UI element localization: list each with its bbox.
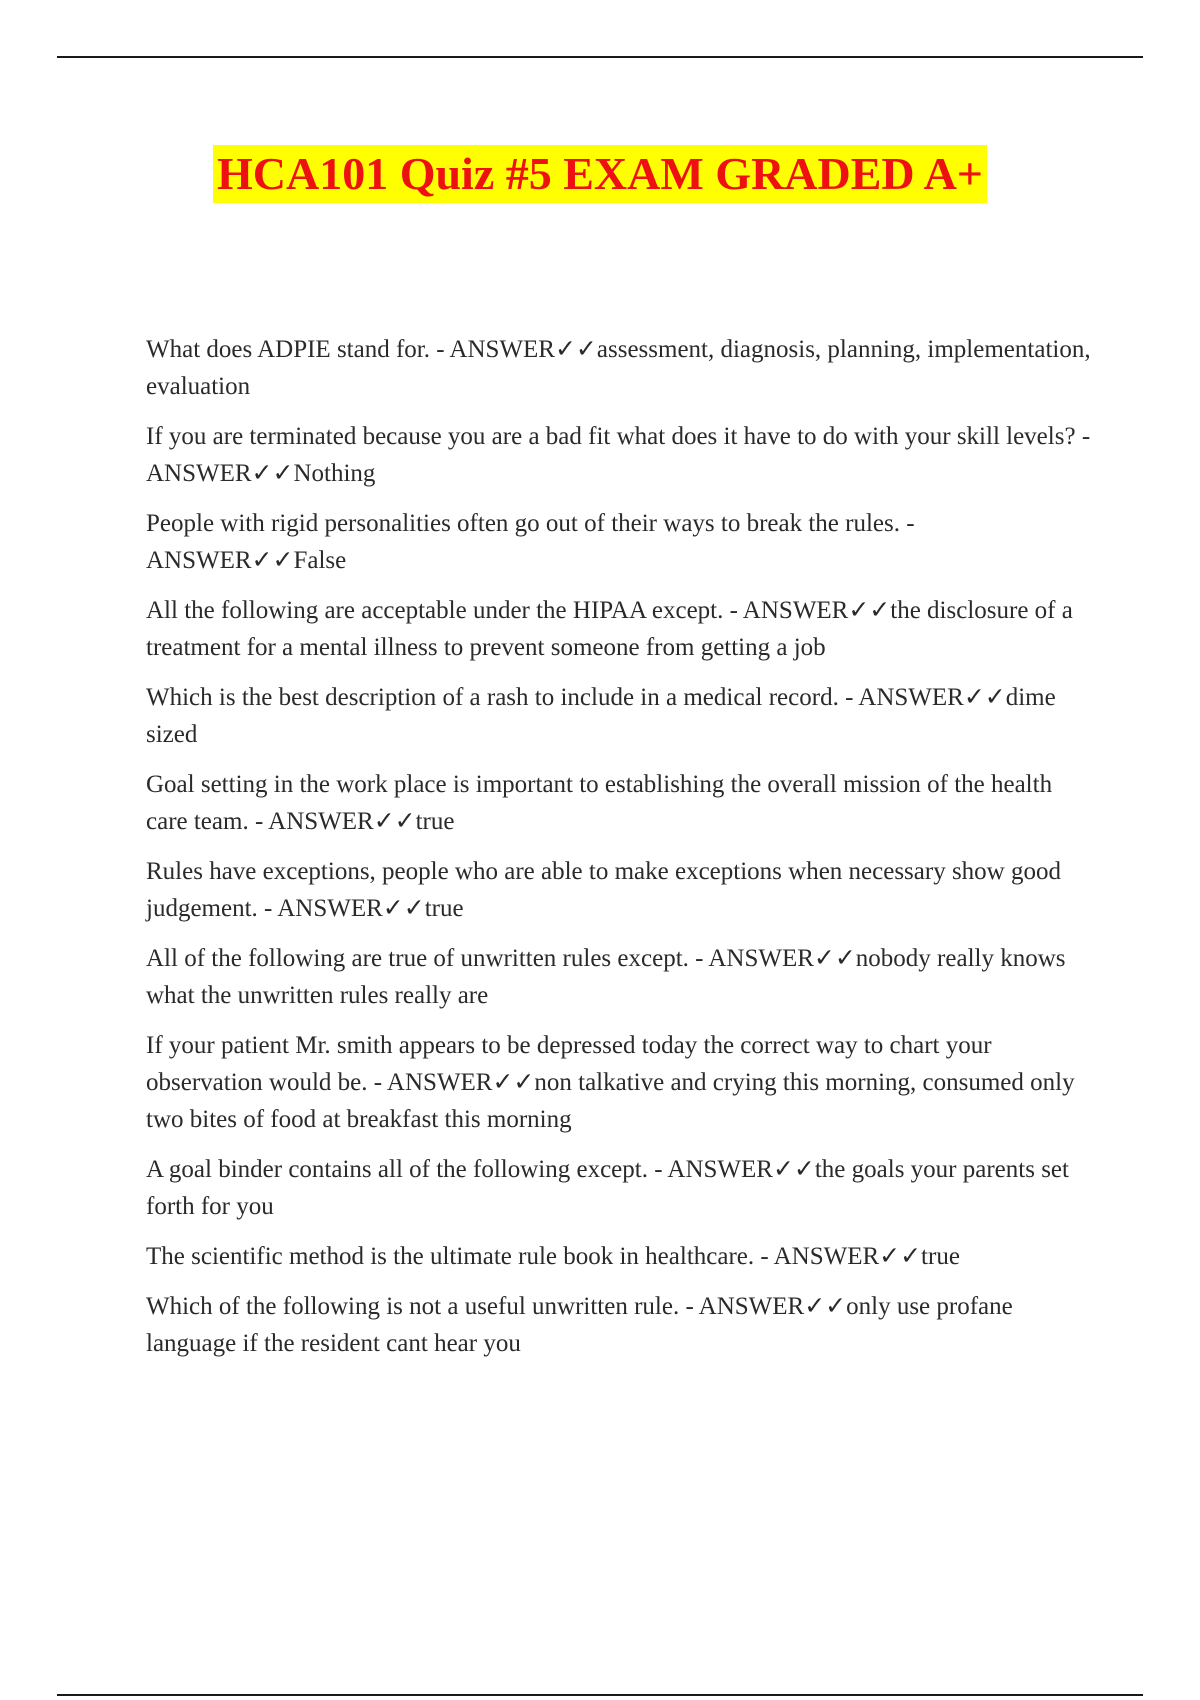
title-container [0,145,1200,203]
answer-marker: - ANSWER✓✓ [146,423,1091,487]
qa-item [146,505,1091,579]
qa-item [146,1151,1091,1225]
qa-item [146,331,1091,405]
qa-item [146,418,1091,492]
answer-text: dime sized [146,684,1056,748]
answer-marker: - ANSWER✓✓ [723,597,891,624]
bottom-rule [57,1694,1143,1696]
answer-marker: - ANSWER✓✓ [647,1156,815,1183]
top-rule [57,56,1143,58]
answer-text: Nothing [293,460,376,487]
answer-marker: - ANSWER✓✓ [146,510,915,574]
answer-text: the goals your parents set forth for you [146,1156,1069,1220]
answer-marker: - ANSWER✓✓ [754,1243,922,1270]
page-title: HCA101 Quiz #5 EXAM GRADED A+ [213,145,987,203]
qa-item [146,853,1091,927]
question-text: What does ADPIE stand for. [146,336,430,363]
answer-text: nobody really knows what the unwritten rules really are [146,945,1066,1009]
question-text: People with rigid personalities often go out of their ways to break the rules. [146,510,900,537]
question-text: The scientific method is the ultimate rule book in healthcare. [146,1243,755,1270]
qa-item [146,766,1091,840]
question-text: A goal binder contains all of the following except. [146,1156,648,1183]
answer-marker: - ANSWER✓✓ [429,336,597,363]
answer-text: the disclosure of a treatment for a mental illness to prevent someone from getting a job [146,597,1073,661]
qa-item [146,1288,1091,1362]
qa-list [146,331,1091,1375]
answer-text: False [293,547,347,574]
qa-item [146,679,1091,753]
answer-text: true [921,1243,960,1270]
qa-item [146,1027,1091,1138]
question-text: If you are terminated because you are a bad fit what does it have to do with your skill levels? [146,423,1076,450]
question-text: All of the following are true of unwritten rules except. [146,945,689,972]
answer-text: only use profane language if the resident cant hear you [146,1293,1013,1357]
answer-marker: - ANSWER✓✓ [248,808,416,835]
qa-item [146,1238,1091,1275]
qa-item [146,940,1091,1014]
question-text: All the following are acceptable under the HIPAA except. [146,597,724,624]
answer-marker: - ANSWER✓✓ [679,1293,847,1320]
answer-marker: - ANSWER✓✓ [257,895,425,922]
question-text: Rules have exceptions, people who are able to make exceptions when necessary show good judgement. [146,858,1061,922]
qa-item [146,592,1091,666]
answer-text: true [424,895,464,922]
answer-text: true [415,808,455,835]
answer-marker: - ANSWER✓✓ [367,1069,535,1096]
question-text: If your patient Mr. smith appears to be depressed today the correct way to chart your observation would be. [146,1032,992,1096]
answer-marker: - ANSWER✓✓ [688,945,856,972]
question-text: Which is the best description of a rash to include in a medical record. [146,684,839,711]
question-text: Which of the following is not a useful unwritten rule. [146,1293,680,1320]
answer-marker: - ANSWER✓✓ [838,684,1006,711]
answer-text: non talkative and crying this morning, consumed only two bites of food at breakfast this morning [146,1069,1075,1133]
question-text: Goal setting in the work place is important to establishing the overall mission of the health care team. [146,771,1053,835]
answer-text: assessment, diagnosis, planning, implementation, evaluation [146,336,1091,400]
